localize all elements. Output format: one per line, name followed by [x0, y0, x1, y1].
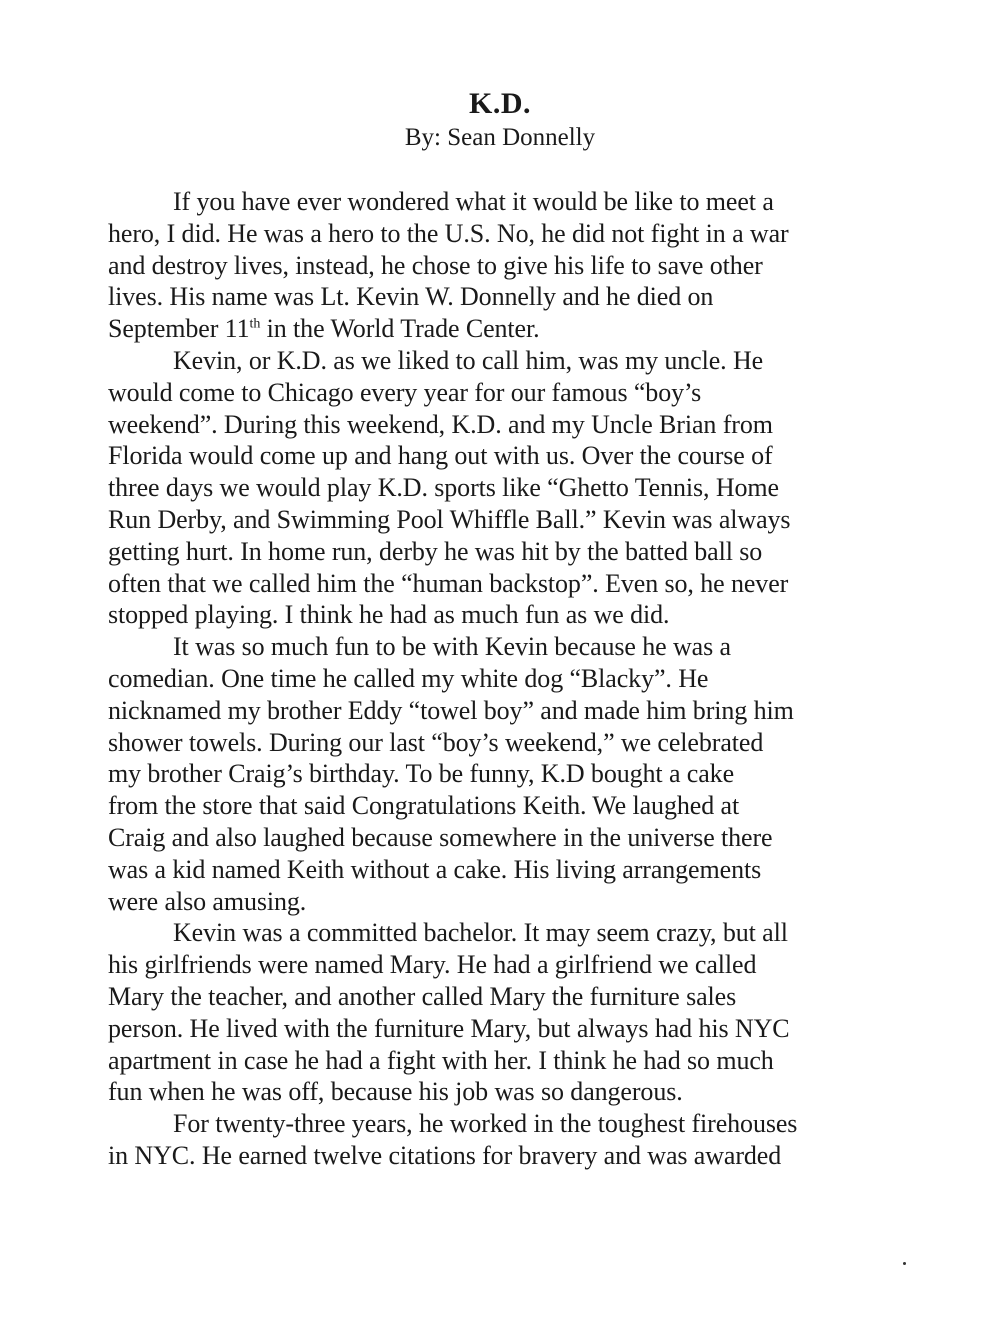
text-line: [108, 218, 848, 250]
text-line-content: lives. His name was Lt. Kevin W. Donnelly and he died on: [108, 282, 714, 312]
text-line: [108, 631, 848, 663]
text-line-content: September 11: [108, 314, 250, 344]
text-line-content: For twenty-three years, he worked in the toughest firehouses: [173, 1109, 798, 1139]
text-line: [108, 599, 848, 631]
essay-body: [108, 186, 848, 1172]
text-line-content: my brother Craig’s birthday. To be funny, K.D bought a cake: [108, 759, 735, 789]
text-line: [108, 440, 848, 472]
text-line-content: three days we would play K.D. sports like “Ghetto Tennis, Home: [108, 473, 779, 503]
text-line-content: weekend”. During this weekend, K.D. and my Uncle Brian from: [108, 409, 773, 439]
text-line-content: getting hurt. In home run, derby he was hit by the batted ball so: [108, 536, 763, 566]
text-line-content: often that we called him the “human backstop”. Even so, he never: [108, 568, 789, 598]
text-line-content: Florida would come up and hang out with us. Over the course of: [108, 441, 773, 471]
text-line: [108, 695, 848, 727]
text-line: [108, 1140, 848, 1172]
text-line: [108, 949, 848, 981]
text-line: [108, 1013, 848, 1045]
text-line: [108, 504, 848, 536]
text-line: [108, 758, 848, 790]
text-line: [108, 886, 848, 918]
text-line-content: from the store that said Congratulations Keith. We laughed at: [108, 791, 740, 821]
text-line: [108, 1045, 848, 1077]
text-line-content: would come to Chicago every year for our famous “boy’s: [108, 377, 702, 407]
text-line: [108, 1108, 848, 1140]
text-line: [108, 854, 848, 886]
text-line-content: was a kid named Keith without a cake. His living arrangements: [108, 854, 762, 884]
text-line: [108, 790, 848, 822]
text-line-content: nicknamed my brother Eddy “towel boy” and made him bring him: [108, 695, 794, 725]
text-line: [108, 472, 848, 504]
text-line-content: fun when he was off, because his job was so dangerous.: [108, 1077, 683, 1107]
text-line: [108, 568, 848, 600]
text-line: [108, 536, 848, 568]
text-line-content: Craig and also laughed because somewhere in the universe there: [108, 822, 773, 852]
superscript: th: [249, 316, 261, 332]
text-line: [108, 250, 848, 282]
text-line-content: comedian. One time he called my white dog “Blacky”. He: [108, 663, 709, 693]
text-line: [108, 377, 848, 409]
text-line: [108, 281, 848, 313]
text-line: [108, 822, 848, 854]
text-line: [108, 981, 848, 1013]
text-line-content: Run Derby, and Swimming Pool Whiffle Ball.” Kevin was always: [108, 504, 791, 534]
text-line-content: apartment in case he had a fight with her. I think he had so much: [108, 1045, 774, 1075]
text-line-content: were also amusing.: [108, 886, 307, 916]
text-line-content: person. He lived with the furniture Mary, but always had his NYC: [108, 1013, 790, 1043]
text-line: [108, 663, 848, 695]
text-line-content: and destroy lives, instead, he chose to give his life to save other: [108, 250, 763, 280]
text-line: [108, 1076, 848, 1108]
text-line-content: If you have ever wondered what it would be like to meet a: [173, 187, 774, 216]
text-line-content: Mary the teacher, and another called Mary the furniture sales: [108, 981, 737, 1011]
text-line: [108, 727, 848, 759]
text-line: [108, 186, 848, 218]
text-line: [108, 409, 848, 441]
text-line-content: Kevin was a committed bachelor. It may seem crazy, but all: [173, 918, 788, 948]
document-title: K.D.: [469, 87, 531, 120]
scan-speck: [903, 1262, 906, 1265]
text-line-content: hero, I did. He was a hero to the U.S. No, he did not fight in a war: [108, 218, 789, 248]
text-line-content: It was so much fun to be with Kevin because he was a: [173, 632, 731, 662]
document-byline: By: Sean Donnelly: [404, 124, 596, 151]
text-line-content: stopped playing. I think he had as much fun as we did.: [108, 600, 670, 630]
text-line-content: shower towels. During our last “boy’s weekend,” we celebrated: [108, 727, 764, 757]
text-line-content: his girlfriends were named Mary. He had a girlfriend we called: [108, 950, 757, 980]
text-line-content: Kevin, or K.D. as we liked to call him, was my uncle. He: [173, 345, 764, 375]
text-line-continuation: in the World Trade Center.: [260, 314, 540, 344]
text-line: [108, 917, 848, 949]
text-line: [108, 345, 848, 377]
text-line: [108, 313, 848, 345]
text-line-content: in NYC. He earned twelve citations for bravery and was awarded: [108, 1140, 782, 1170]
